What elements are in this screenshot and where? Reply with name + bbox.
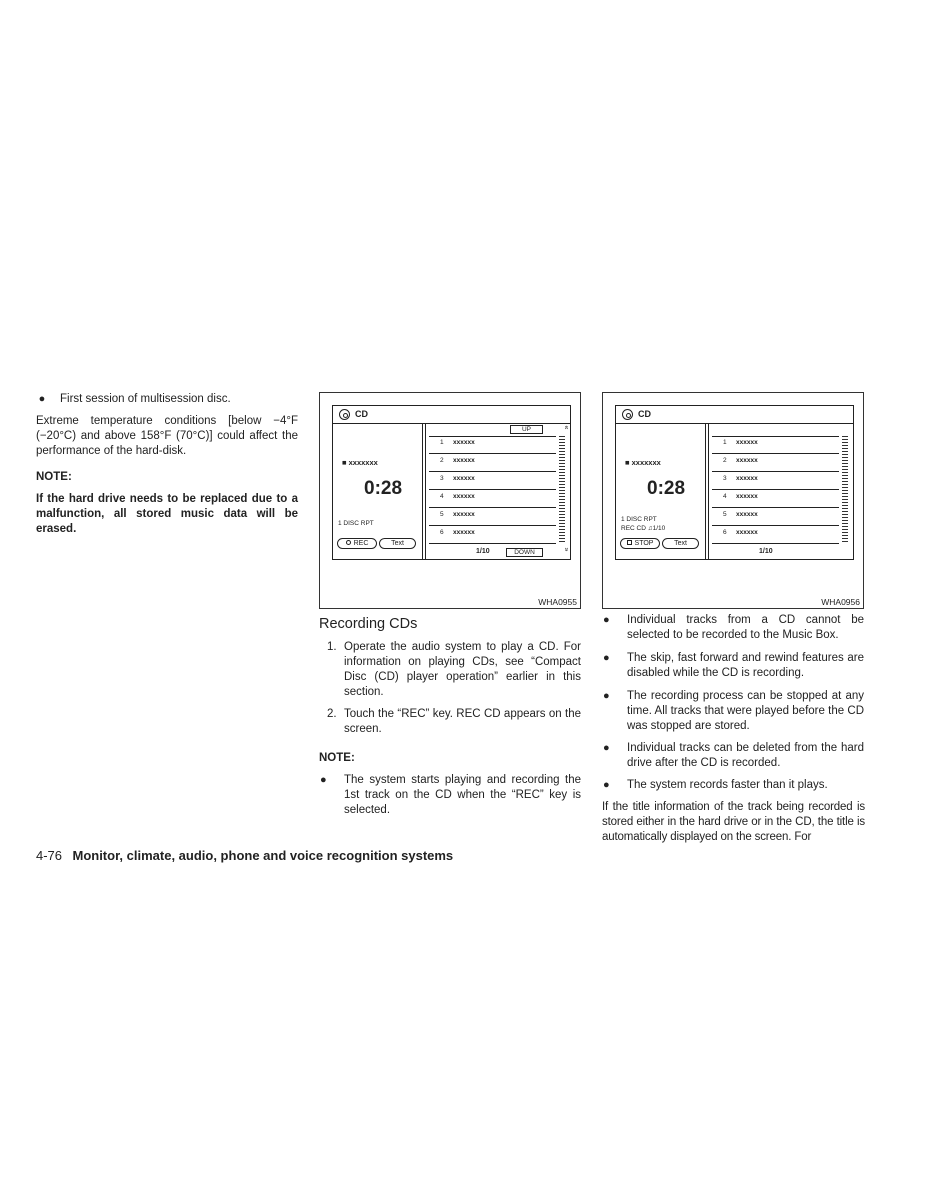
bullet-icon: ● <box>320 774 327 786</box>
screen-title: CD <box>638 409 651 419</box>
track-name: xxxxxx <box>736 457 758 464</box>
step-number: 1. <box>327 641 337 653</box>
bullet-item <box>603 778 864 793</box>
track-item <box>723 511 758 519</box>
text-button[interactable] <box>662 538 699 549</box>
track-name: xxxxxx <box>453 475 475 482</box>
row-divider <box>712 436 839 437</box>
step-item <box>320 707 581 737</box>
text-button-label: Text <box>674 540 687 547</box>
bullet-icon: ● <box>38 393 46 405</box>
scrollbar <box>842 436 848 543</box>
track-number: 3 <box>723 475 727 482</box>
row-divider <box>712 525 839 526</box>
stop-icon <box>627 540 632 545</box>
track-name: xxxxxx <box>453 457 475 464</box>
row-divider <box>429 525 556 526</box>
down-button-label: DOWN <box>514 549 535 556</box>
up-button-label: UP <box>521 426 532 433</box>
step-text: Operate the audio system to play a CD. For information on playing CDs, see “Compact Disc (CD) player operation” earlier in this section. <box>344 641 581 698</box>
temperature-paragraph: Extreme temperature conditions [below −4°F (−20°C) and above 158°F (70°C)] could affect the performance of the hard-disk. <box>36 415 298 457</box>
row-divider <box>429 471 556 472</box>
bullet-icon: ● <box>603 742 610 754</box>
bullet-item <box>36 392 300 407</box>
row-divider <box>429 453 556 454</box>
bullet-text: Individual tracks from a CD cannot be selected to be recorded to the Music Box. <box>627 614 864 641</box>
repeat-status: 1 DISC RPT <box>621 516 657 523</box>
track-item[interactable] <box>440 439 475 447</box>
figure-recording-screen <box>319 392 581 609</box>
play-time: 0:28 <box>647 478 686 499</box>
title-info-paragraph: If the title information of the track being recorded is stored either in the hard drive or in the CD, the title is automatically displayed on the screen. For <box>602 801 865 843</box>
track-number: 5 <box>723 511 727 518</box>
track-name: xxxxxx <box>736 511 758 518</box>
page-indicator: 1/10 <box>759 548 773 555</box>
bullet-text: First session of multisession disc. <box>60 393 231 405</box>
scroll-up-icon[interactable]: « <box>562 425 570 430</box>
bullet-text: The system records faster than it plays. <box>627 779 828 791</box>
track-number: 2 <box>440 457 444 464</box>
disc-title: ■ xxxxxxx <box>342 458 378 467</box>
rec-button[interactable] <box>337 538 377 549</box>
note-label: NOTE: <box>319 752 355 764</box>
track-item <box>723 493 758 501</box>
track-name: xxxxxx <box>736 475 758 482</box>
row-divider <box>712 507 839 508</box>
bullet-text: The recording process can be stopped at any time. All tracks that were played before the CD was stopped are stored. <box>627 690 864 732</box>
bullet-icon: ● <box>603 614 610 626</box>
track-item[interactable] <box>440 475 475 483</box>
row-divider <box>712 489 839 490</box>
step-text: Touch the “REC” key. REC CD appears on the screen. <box>344 708 581 735</box>
row-divider <box>429 543 556 544</box>
bullet-icon: ● <box>603 779 610 791</box>
track-item <box>723 475 758 483</box>
bullet-item <box>603 651 864 681</box>
page-footer <box>36 847 453 865</box>
audio-screen <box>332 405 571 560</box>
track-item <box>723 457 758 465</box>
track-name: xxxxxx <box>736 529 758 536</box>
rec-button-label: REC <box>353 540 369 547</box>
down-button[interactable] <box>506 548 543 557</box>
disc-title: ■ xxxxxxx <box>625 458 661 467</box>
cd-icon <box>339 409 350 420</box>
track-name: xxxxxx <box>736 493 758 500</box>
note-label: NOTE: <box>36 471 72 483</box>
track-number: 4 <box>723 493 727 500</box>
track-name: xxxxxx <box>453 493 475 500</box>
track-number: 2 <box>723 457 727 464</box>
screen-title: CD <box>355 409 368 419</box>
figure-recording-in-progress <box>602 392 864 609</box>
stop-button[interactable] <box>620 538 660 549</box>
panel-divider <box>422 424 426 559</box>
track-name: xxxxxx <box>736 439 758 446</box>
track-name: xxxxxx <box>453 511 475 518</box>
track-item <box>723 529 758 537</box>
row-divider <box>712 471 839 472</box>
row-divider <box>429 489 556 490</box>
note-text: If the hard drive needs to be replaced due to a malfunction, all stored music data will be erased. <box>36 493 298 535</box>
figure-label: WHA0956 <box>821 597 860 607</box>
track-name: xxxxxx <box>453 529 475 536</box>
text-button[interactable] <box>379 538 416 549</box>
track-number: 1 <box>440 439 444 446</box>
track-item[interactable] <box>440 511 475 519</box>
track-number: 4 <box>440 493 444 500</box>
text-button-label: Text <box>391 540 404 547</box>
bullet-item <box>603 613 864 643</box>
scroll-down-icon[interactable]: » <box>562 547 570 552</box>
row-divider <box>712 453 839 454</box>
audio-screen <box>615 405 854 560</box>
bullet-item <box>603 741 864 771</box>
track-item[interactable] <box>440 529 475 537</box>
bullet-item <box>320 773 581 818</box>
row-divider <box>429 436 556 437</box>
bullet-icon: ● <box>603 652 610 664</box>
track-name: xxxxxx <box>453 439 475 446</box>
bullet-text: The skip, fast forward and rewind features are disabled while the CD is recording. <box>627 652 864 679</box>
bullet-text: Individual tracks can be deleted from the hard drive after the CD is recorded. <box>627 742 864 769</box>
page-indicator: 1/10 <box>476 548 490 555</box>
track-number: 1 <box>723 439 727 446</box>
figure-label: WHA0955 <box>538 597 577 607</box>
bullet-item <box>603 689 864 734</box>
scrollbar[interactable] <box>559 436 565 543</box>
track-item[interactable] <box>440 457 475 465</box>
track-number: 6 <box>440 529 444 536</box>
row-divider <box>429 507 556 508</box>
screen-header <box>333 406 570 424</box>
bullet-text: The system starts playing and recording the 1st track on the CD when the “REC” key is selected. <box>344 774 581 816</box>
repeat-status: 1 DISC RPT <box>338 520 374 527</box>
play-time: 0:28 <box>364 478 403 499</box>
rec-status: REC CD ♫1/10 <box>621 525 666 532</box>
page-number: 4-76 <box>36 848 63 863</box>
record-icon <box>346 540 351 545</box>
track-item[interactable] <box>440 493 475 501</box>
row-divider <box>712 543 839 544</box>
track-number: 3 <box>440 475 444 482</box>
step-number: 2. <box>327 708 337 720</box>
cd-icon <box>622 409 633 420</box>
chapter-title: Monitor, climate, audio, phone and voice recognition systems <box>72 848 454 863</box>
step-item <box>320 640 581 700</box>
panel-divider <box>705 424 709 559</box>
track-number: 6 <box>723 529 727 536</box>
track-item <box>723 439 758 447</box>
screen-header <box>616 406 853 424</box>
bullet-icon: ● <box>603 690 610 702</box>
stop-button-label: STOP <box>634 540 654 547</box>
section-heading: Recording CDs <box>319 616 418 632</box>
track-number: 5 <box>440 511 444 518</box>
up-button[interactable] <box>510 425 543 434</box>
